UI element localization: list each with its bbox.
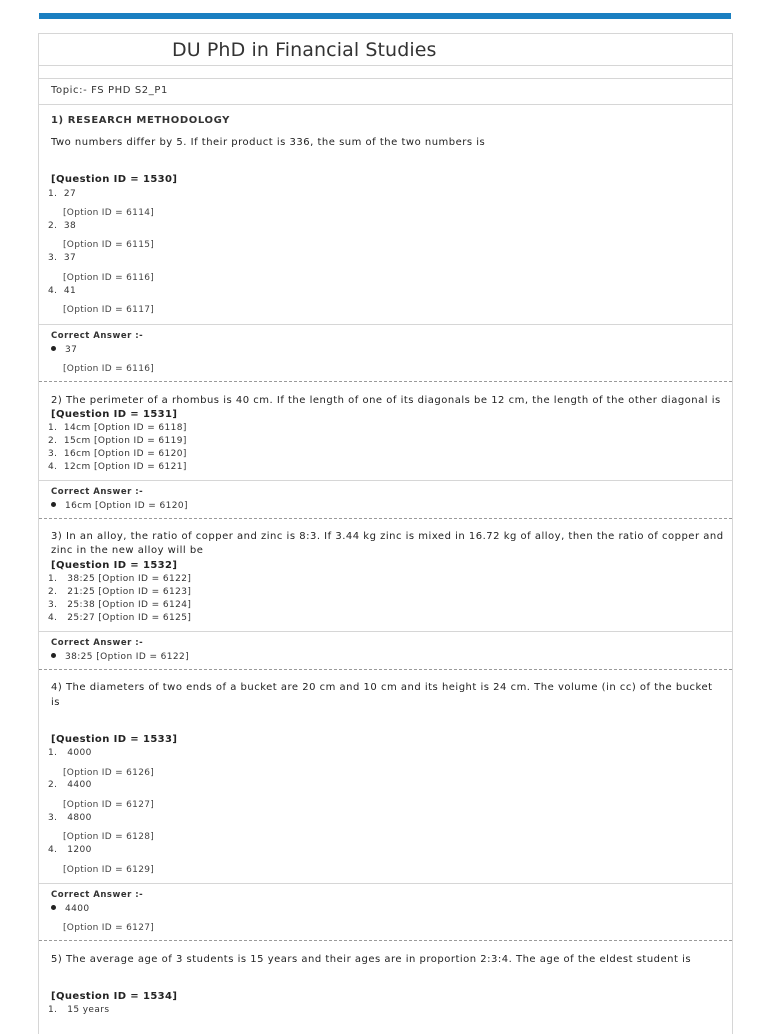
question-text-line-2: zinc in the new alloy will be <box>51 545 204 556</box>
question-text: 2) The perimeter of a rhombus is 40 cm. If the length of one of its diagonals be 12 cm, the length of the other diagonal is <box>51 395 721 406</box>
option-1 <box>48 189 76 199</box>
option-4 <box>48 613 191 623</box>
question-text: 5) The average age of 3 students is 15 years and their ages are in proportion 2:3:4. The age of the eldest student is <box>51 954 692 965</box>
option-3 <box>48 813 92 823</box>
option-number: 3. <box>48 600 58 610</box>
option-value: 4800 <box>67 813 92 823</box>
correct-answer-value: 37 <box>65 345 78 355</box>
topic-label: Topic:- FS PHD S2_P1 <box>51 85 168 96</box>
option-id: [Option ID = 6114] <box>63 208 155 218</box>
correct-answer <box>51 904 90 914</box>
question-id: [Question ID = 1533] <box>51 734 178 745</box>
option-number: 1. <box>48 748 58 758</box>
page-title: DU PhD in Financial Studies <box>172 39 437 61</box>
bullet-icon <box>51 346 56 351</box>
correct-answer-label: Correct Answer :- <box>51 487 144 497</box>
option-value: 27 <box>63 189 77 199</box>
bullet-icon <box>51 502 56 507</box>
correct-answer <box>51 501 188 511</box>
option-value: 21:25 [Option ID = 6123] <box>67 587 192 597</box>
option-number: 4. <box>48 286 58 296</box>
option-number: 1. <box>48 574 58 584</box>
correct-answer-option-id: [Option ID = 6127] <box>63 923 155 933</box>
section-heading: 1) RESEARCH METHODOLOGY <box>51 115 231 126</box>
option-number: 1. <box>48 423 58 433</box>
option-number: 2. <box>48 780 58 790</box>
bullet-icon <box>51 905 56 910</box>
question-separator <box>39 381 732 382</box>
option-value: 16cm [Option ID = 6120] <box>63 449 187 459</box>
correct-answer-value: 16cm [Option ID = 6120] <box>65 501 188 511</box>
correct-answer-label: Correct Answer :- <box>51 638 144 648</box>
top-accent-bar <box>39 13 731 19</box>
option-number: 2. <box>48 587 58 597</box>
question-text: Two numbers differ by 5. If their product is 336, the sum of the two numbers is <box>51 137 486 148</box>
correct-answer <box>51 345 77 355</box>
option-number: 4. <box>48 845 58 855</box>
option-id: [Option ID = 6127] <box>63 800 155 810</box>
option-value: 1200 <box>67 845 92 855</box>
question-id: [Question ID = 1532] <box>51 560 178 571</box>
correct-answer-value: 4400 <box>65 904 90 914</box>
option-2 <box>48 436 187 446</box>
bullet-icon <box>51 653 56 658</box>
option-number: 3. <box>48 253 58 263</box>
question-id: [Question ID = 1534] <box>51 991 178 1002</box>
option-id: [Option ID = 6116] <box>63 273 155 283</box>
question-text-line-1: 3) In an alloy, the ratio of copper and zinc is 8:3. If 3.44 kg zinc is mixed in 16.72 kg of alloy, then the ratio of copper and <box>51 531 724 542</box>
option-2 <box>48 780 92 790</box>
option-number: 3. <box>48 449 58 459</box>
option-value: 25:38 [Option ID = 6124] <box>67 600 192 610</box>
question-id: [Question ID = 1531] <box>51 409 178 420</box>
correct-answer-value: 38:25 [Option ID = 6122] <box>65 652 190 662</box>
option-3 <box>48 449 187 459</box>
option-1 <box>48 748 92 758</box>
option-id: [Option ID = 6128] <box>63 832 155 842</box>
option-id: [Option ID = 6115] <box>63 240 155 250</box>
option-value: 12cm [Option ID = 6121] <box>63 462 187 472</box>
option-1 <box>48 1005 109 1015</box>
option-4 <box>48 286 76 296</box>
option-1 <box>48 423 187 433</box>
question-separator <box>39 669 732 670</box>
question-separator <box>39 518 732 519</box>
option-number: 1. <box>48 1005 58 1015</box>
divider <box>39 324 732 325</box>
divider <box>39 78 732 79</box>
question-text-line-2: is <box>51 697 60 708</box>
option-2 <box>48 587 191 597</box>
option-number: 4. <box>48 613 58 623</box>
option-value: 4400 <box>67 780 92 790</box>
divider <box>39 883 732 884</box>
option-number: 2. <box>48 436 58 446</box>
correct-answer <box>51 652 189 662</box>
divider <box>39 104 732 105</box>
option-value: 15cm [Option ID = 6119] <box>63 436 187 446</box>
question-separator <box>39 940 732 941</box>
question-id: [Question ID = 1530] <box>51 174 178 185</box>
option-value: 25:27 [Option ID = 6125] <box>67 613 192 623</box>
question-paper <box>38 33 733 1034</box>
option-id: [Option ID = 6129] <box>63 865 155 875</box>
option-number: 2. <box>48 221 58 231</box>
correct-answer-label: Correct Answer :- <box>51 331 144 341</box>
correct-answer-option-id: [Option ID = 6116] <box>63 364 155 374</box>
option-value: 37 <box>63 253 77 263</box>
option-value: 38 <box>63 221 77 231</box>
option-3 <box>48 600 191 610</box>
option-value: 38:25 [Option ID = 6122] <box>67 574 192 584</box>
option-1 <box>48 574 191 584</box>
option-3 <box>48 253 76 263</box>
option-id: [Option ID = 6126] <box>63 768 155 778</box>
option-value: 14cm [Option ID = 6118] <box>63 423 187 433</box>
option-value: 15 years <box>67 1005 110 1015</box>
question-text-line-1: 4) The diameters of two ends of a bucket are 20 cm and 10 cm and its height is 24 cm. The volume (in cc) of the bucket <box>51 682 713 693</box>
option-4 <box>48 462 187 472</box>
option-value: 4000 <box>67 748 92 758</box>
option-value: 41 <box>63 286 77 296</box>
option-number: 4. <box>48 462 58 472</box>
option-id: [Option ID = 6117] <box>63 305 155 315</box>
option-2 <box>48 221 76 231</box>
divider <box>39 480 732 481</box>
option-number: 1. <box>48 189 58 199</box>
correct-answer-label: Correct Answer :- <box>51 890 144 900</box>
option-number: 3. <box>48 813 58 823</box>
option-4 <box>48 845 92 855</box>
divider <box>39 65 732 66</box>
divider <box>39 631 732 632</box>
